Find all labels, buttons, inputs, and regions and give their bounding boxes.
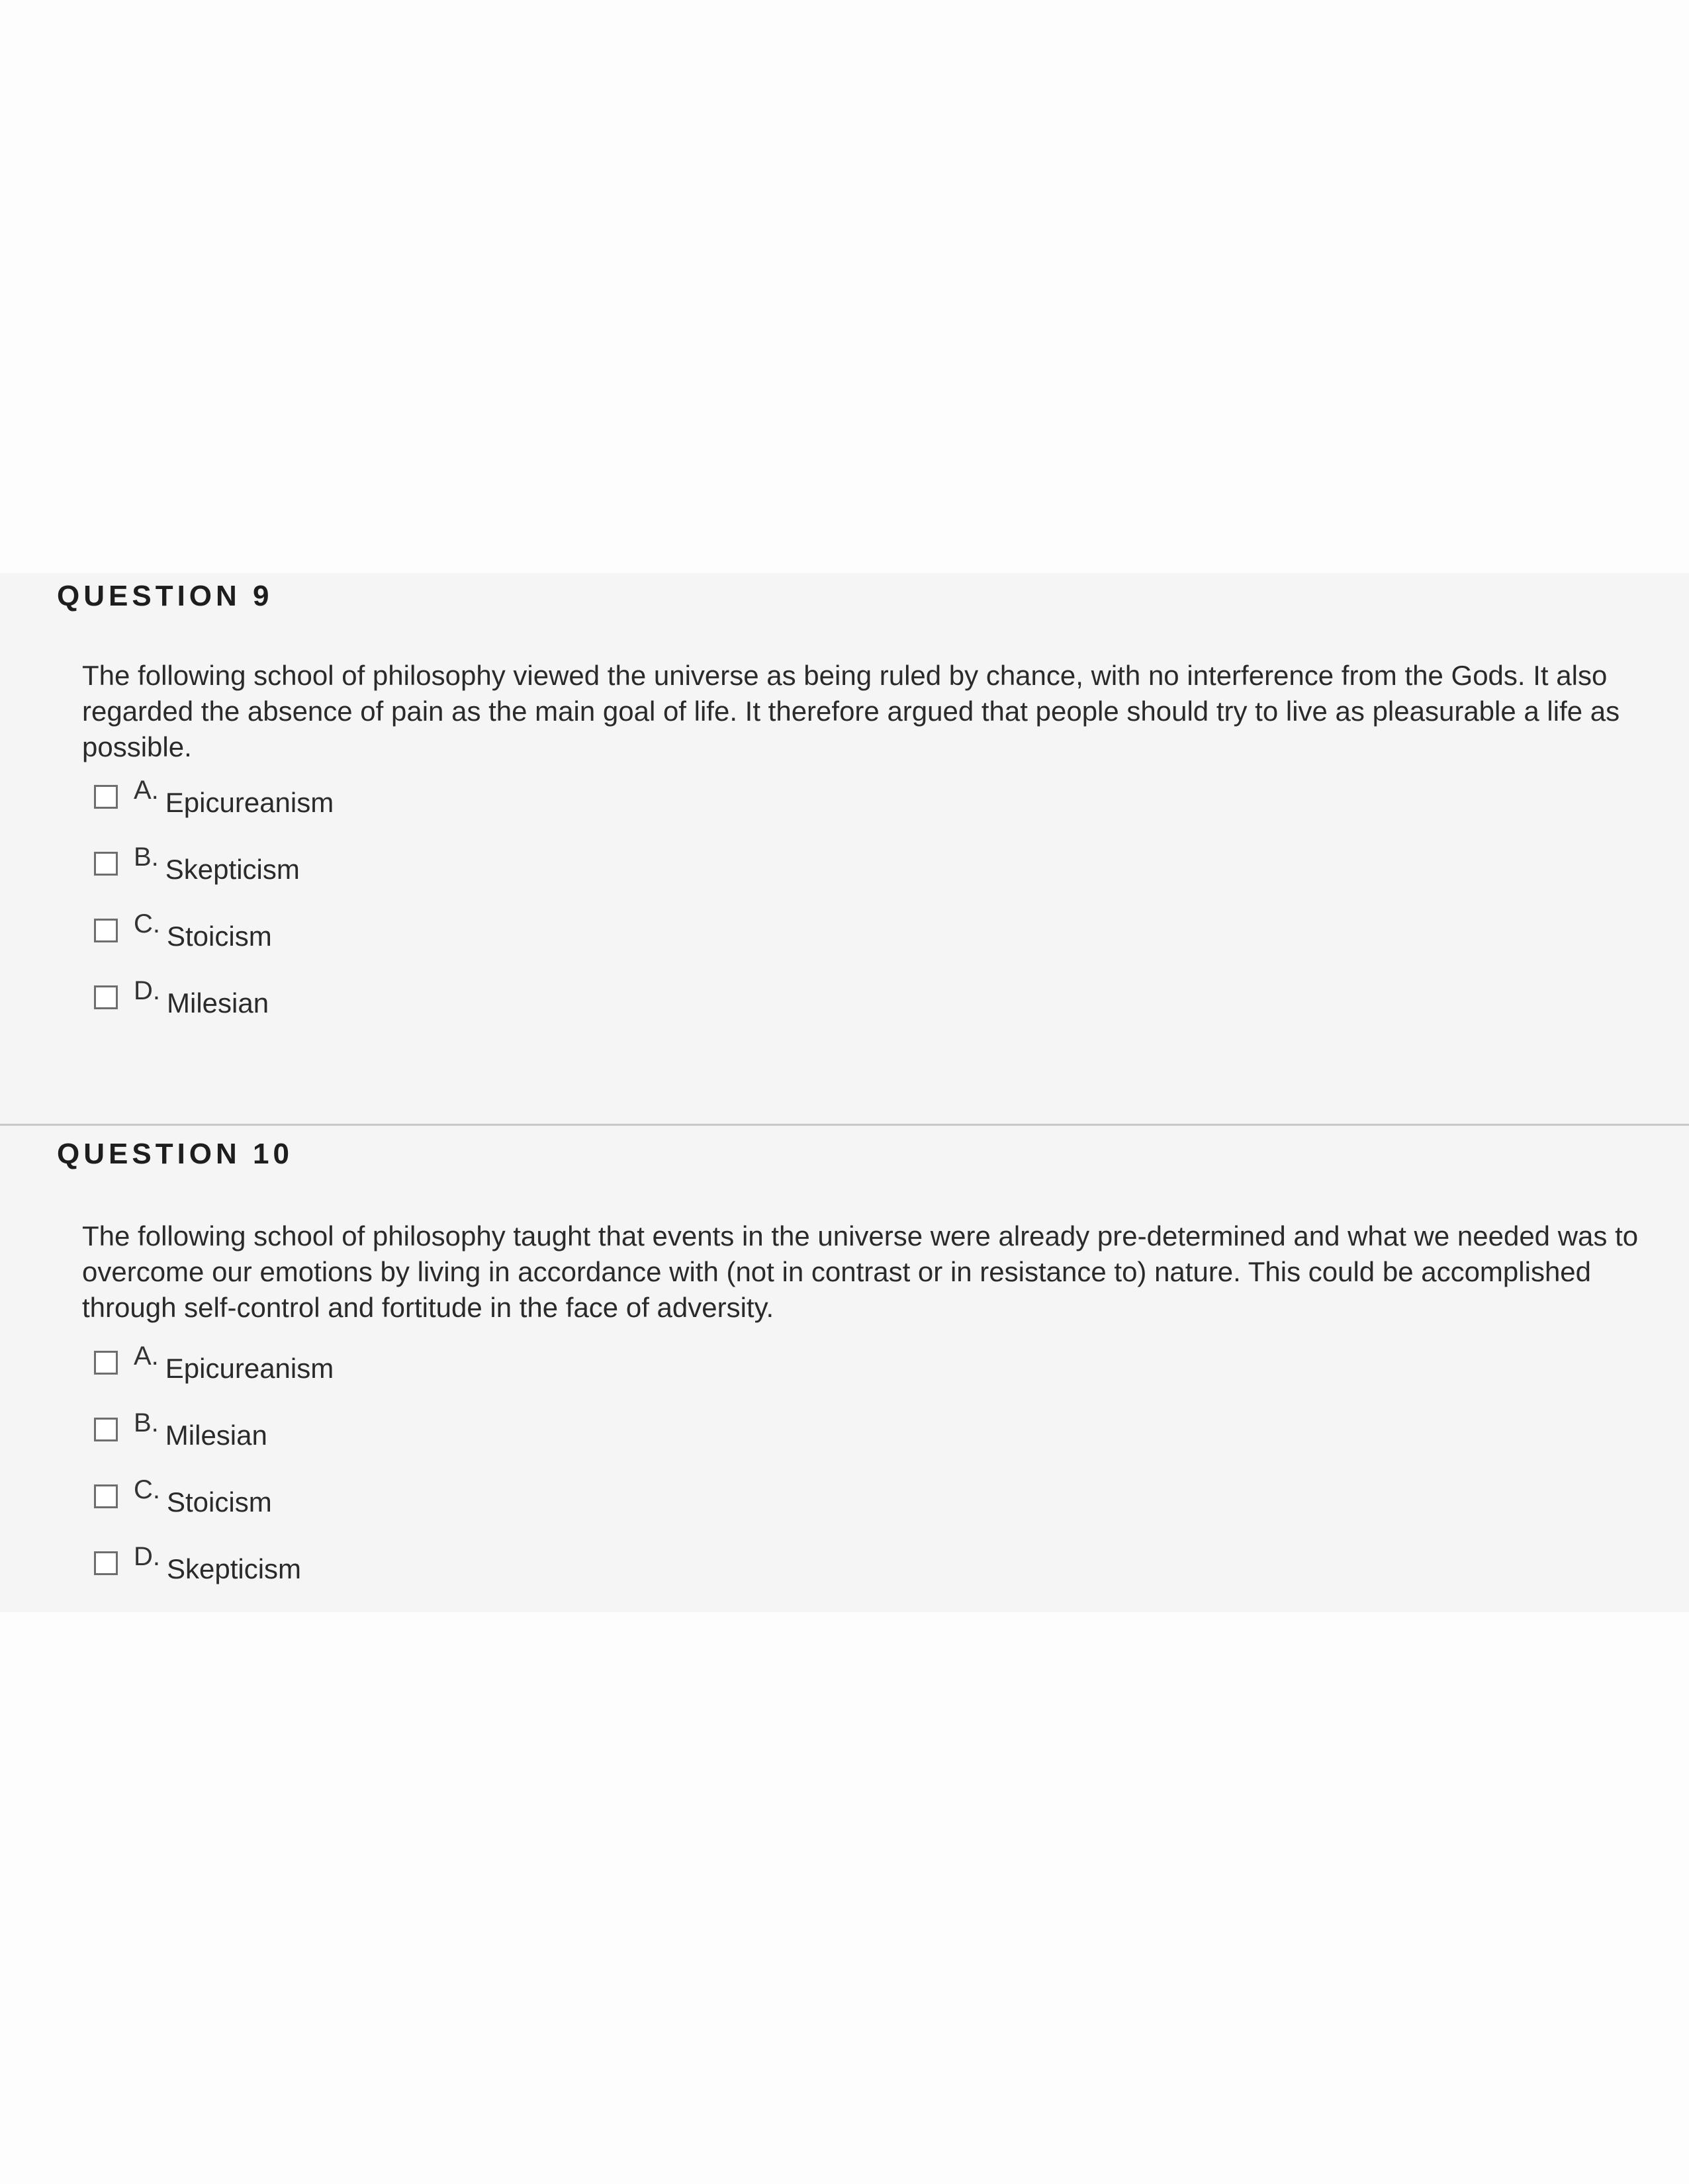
option-label[interactable]: Skepticism — [167, 1553, 302, 1584]
option-b[interactable] — [94, 1410, 334, 1477]
option-a[interactable] — [94, 777, 334, 844]
option-label[interactable]: Stoicism — [167, 921, 272, 952]
checkbox[interactable] — [94, 985, 118, 1009]
option-label[interactable]: Milesian — [165, 1420, 267, 1451]
option-a[interactable] — [94, 1343, 334, 1410]
question-title: QUESTION 10 — [57, 1138, 293, 1170]
option-letter: A. — [134, 776, 159, 805]
checkbox[interactable] — [94, 919, 118, 942]
option-letter: C. — [134, 909, 160, 938]
question-10 — [0, 1124, 1689, 1612]
option-c[interactable] — [94, 1477, 334, 1543]
answer-options — [94, 777, 334, 1044]
option-label[interactable]: Epicureanism — [165, 1353, 334, 1384]
checkbox[interactable] — [94, 1351, 118, 1375]
question-9 — [0, 573, 1689, 1124]
option-label[interactable]: Epicureanism — [165, 787, 334, 818]
answer-options — [94, 1343, 334, 1610]
question-text: The following school of philosophy taught that events in the universe were already pre-determined and what we needed was to overcome our emotions by living in accordance with (not in contrast or in resistance to) nature. This could be accomplished through self-control and fortitude in the face of adversity. — [82, 1220, 1639, 1323]
option-letter: A. — [134, 1342, 159, 1371]
checkbox[interactable] — [94, 1418, 118, 1441]
option-d[interactable] — [94, 1543, 334, 1610]
checkbox[interactable] — [94, 852, 118, 876]
option-d[interactable] — [94, 978, 334, 1044]
option-letter: B. — [134, 1408, 159, 1437]
checkbox[interactable] — [94, 1484, 118, 1508]
question-text: The following school of philosophy viewed the universe as being ruled by chance, with no interference from the Gods. It also regarded the absence of pain as the main goal of life. It therefore argued that people should try to live as pleasurable a life as possible. — [82, 660, 1620, 762]
option-label[interactable]: Milesian — [167, 987, 269, 1019]
question-title: QUESTION 9 — [57, 580, 273, 612]
option-label[interactable]: Skepticism — [165, 854, 300, 885]
option-c[interactable] — [94, 911, 334, 978]
option-b[interactable] — [94, 844, 334, 911]
option-letter: D. — [134, 976, 160, 1005]
checkbox[interactable] — [94, 1551, 118, 1575]
option-letter: D. — [134, 1542, 160, 1571]
option-letter: C. — [134, 1475, 160, 1504]
option-letter: B. — [134, 842, 159, 872]
option-label[interactable]: Stoicism — [167, 1486, 272, 1518]
checkbox[interactable] — [94, 785, 118, 809]
